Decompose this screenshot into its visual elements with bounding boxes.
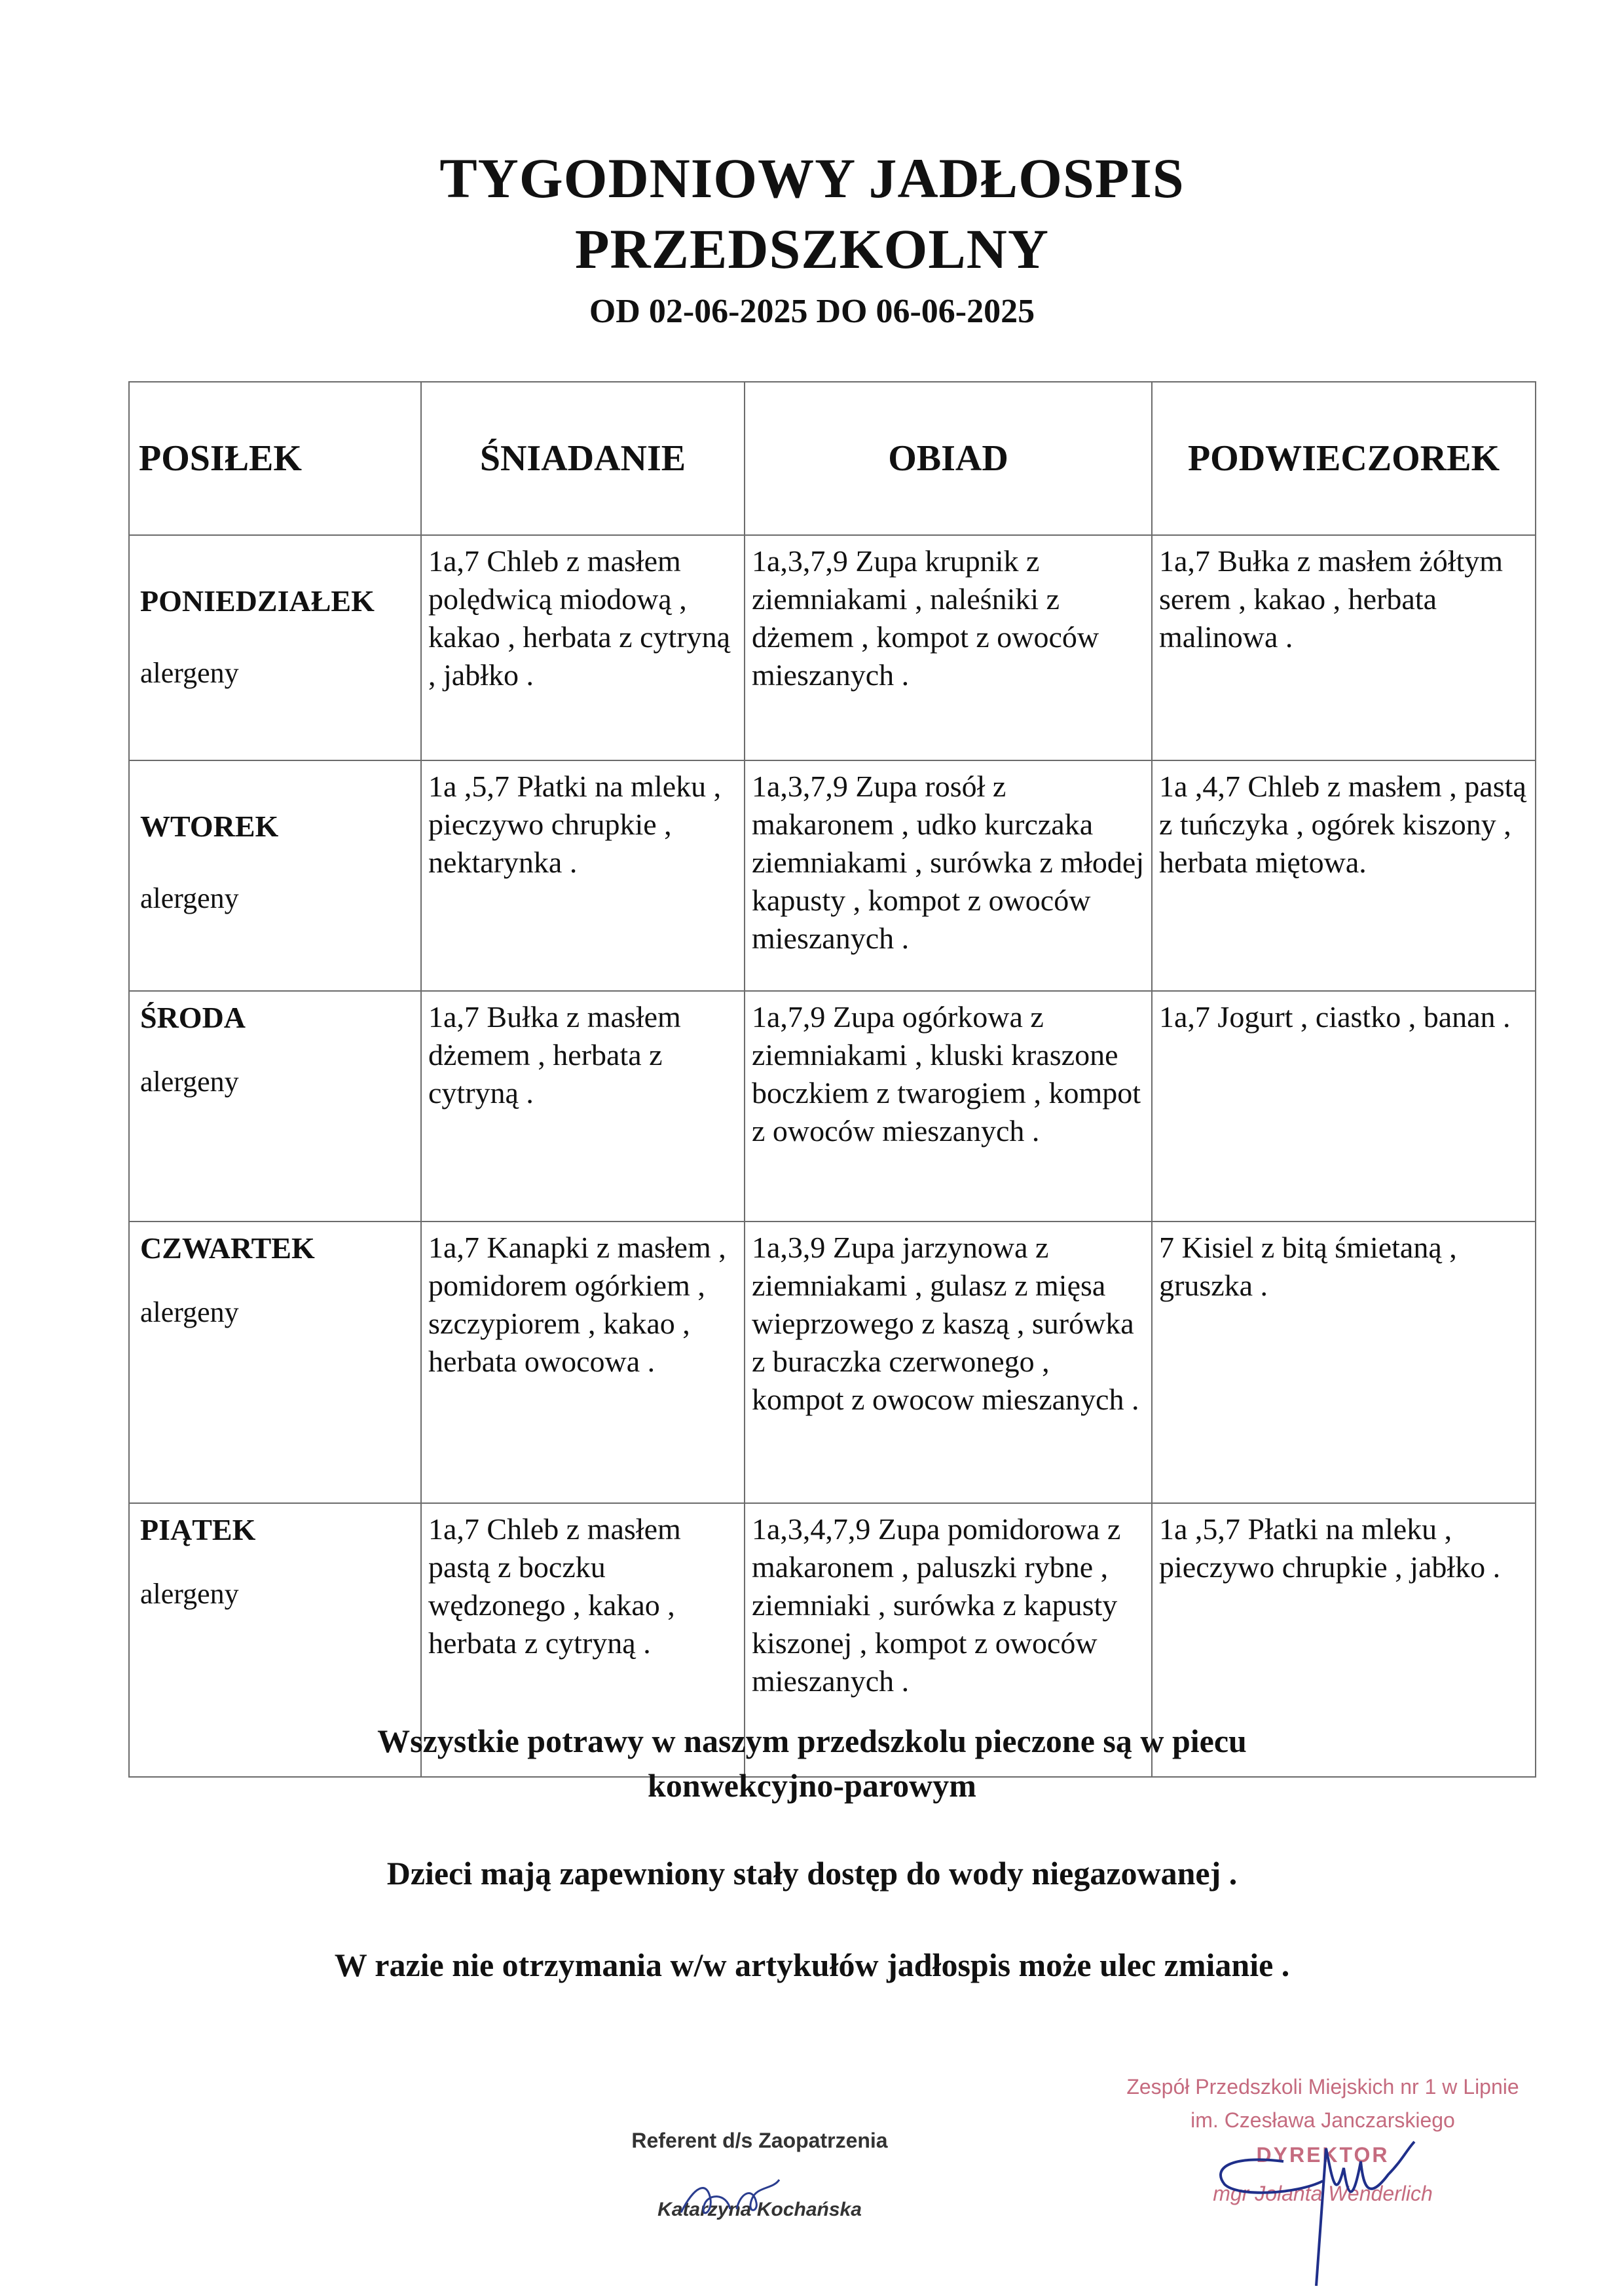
breakfast-cell: 1a,7 Chleb z masłem polędwicą miodową , kakao , herbata z cytryną , jabłko . [421, 535, 745, 760]
stamp-title: DYREKTOR [1256, 2143, 1390, 2167]
day-cell [129, 1222, 421, 1503]
table-row [129, 991, 1536, 1222]
table-row [129, 1222, 1536, 1503]
table-row [129, 760, 1536, 991]
lunch-cell: 1a,3,4,7,9 Zupa pomidorowa z makaronem , paluszki rybne , ziemniaki , surówka z kapusty kiszonej , kompot z owoców mieszanych . [745, 1503, 1152, 1777]
snack-cell: 1a ,4,7 Chleb z masłem , pastą z tuńczyka , ogórek kiszony , herbata miętowa. [1152, 760, 1536, 991]
breakfast-cell: 1a ,5,7 Płatki na mleku , pieczywo chrupkie , nektarynka . [421, 760, 745, 991]
column-header-breakfast: ŚNIADANIE [421, 382, 745, 535]
allergens-label: alergeny [140, 1066, 239, 1098]
snack-cell: 1a,7 Bułka z masłem żółtym serem , kakao , herbata malinowa . [1152, 535, 1536, 760]
stamp-patron: im. Czesława Janczarskiego [1190, 2108, 1455, 2132]
snack-cell: 1a,7 Jogurt , ciastko , banan . [1152, 991, 1536, 1222]
column-header-lunch: OBIAD [745, 382, 1152, 535]
table-row [129, 535, 1536, 760]
referent-handwritten-signature-icon [674, 2173, 805, 2226]
day-name: ŚRODA [140, 1001, 246, 1034]
date-range: OD 02-06-2025 DO 06-06-2025 [589, 293, 1035, 330]
director-handwritten-signature-icon [1192, 2122, 1428, 2292]
day-name: PONIEDZIAŁEK [140, 584, 375, 618]
header-row [129, 382, 1536, 535]
allergens-label: alergeny [140, 882, 239, 914]
day-name: WTOREK [140, 810, 279, 843]
oven-note-line-2: konwekcyjno-parowym [648, 1767, 976, 1804]
allergens-label: alergeny [140, 1578, 239, 1610]
lunch-cell: 1a,7,9 Zupa ogórkowa z ziemniakami , kluski kraszone boczkiem z twarogiem , kompot z owoców mieszanych . [745, 991, 1152, 1222]
allergens-label: alergeny [140, 657, 239, 689]
lunch-cell: 1a,3,7,9 Zupa rosół z makaronem , udko kurczaka ziemniakami , surówka z młodej kapusty , kompot z owoców mieszanych . [745, 760, 1152, 991]
title-line-2: PRZEDSZKOLNY [574, 217, 1050, 280]
day-name: PIĄTEK [140, 1513, 256, 1546]
breakfast-cell: 1a,7 Bułka z masłem dżemem , herbata z cytryną . [421, 991, 745, 1222]
breakfast-cell: 1a,7 Chleb z masłem pastą z boczku wędzonego , kakao , herbata z cytryną . [421, 1503, 745, 1777]
day-cell [129, 760, 421, 991]
lunch-cell: 1a,3,7,9 Zupa krupnik z ziemniakami , naleśniki z dżemem , kompot z owoców mieszanych . [745, 535, 1152, 760]
change-note: W razie nie otrzymania w/w artykułów jadłospis może ulec zmianie . [334, 1947, 1290, 1983]
stamp-name: mgr Jolanta Wenderlich [1213, 2182, 1433, 2205]
allergens-label: alergeny [140, 1296, 239, 1328]
column-header-meal: POSIŁEK [129, 382, 421, 535]
oven-note-line-1: Wszystkie potrawy w naszym przedszkolu pieczone są w piecu [377, 1723, 1247, 1759]
day-cell [129, 991, 421, 1222]
day-name: CZWARTEK [140, 1231, 315, 1265]
menu-table [128, 381, 1536, 1778]
referent-role: Referent d/s Zaopatrzenia [631, 2129, 888, 2152]
day-cell [129, 535, 421, 760]
referent-name: Katarzyna Kochańska [657, 2199, 862, 2220]
breakfast-cell: 1a,7 Kanapki z masłem , pomidorem ogórkiem , szczypiorem , kakao , herbata owocowa . [421, 1222, 745, 1503]
water-note: Dzieci mają zapewniony stały dostęp do wody niegazowanej . [386, 1855, 1238, 1892]
stamp-institution: Zespół Przedszkoli Miejskich nr 1 w Lipnie [1126, 2075, 1519, 2099]
snack-cell: 7 Kisiel z bitą śmietaną , gruszka . [1152, 1222, 1536, 1503]
lunch-cell: 1a,3,9 Zupa jarzynowa z ziemniakami , gulasz z mięsa wieprzowego z kaszą , surówka z buraczka czerwonego , kompot z owocow mieszanych . [745, 1222, 1152, 1503]
title-line-1: TYGODNIOWY JADŁOSPIS [439, 147, 1185, 210]
snack-cell: 1a ,5,7 Płatki na mleku , pieczywo chrupkie , jabłko . [1152, 1503, 1536, 1777]
column-header-snack: PODWIECZOREK [1152, 382, 1536, 535]
